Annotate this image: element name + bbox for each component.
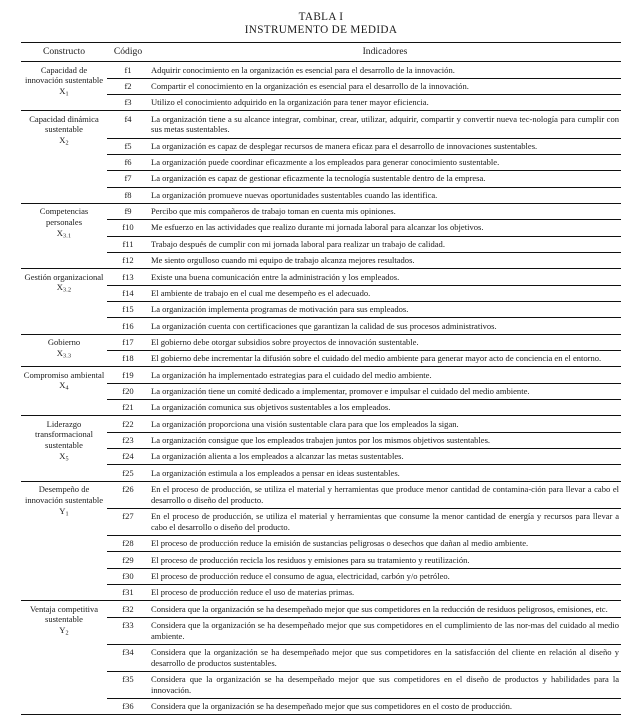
indicator-text: La organización promueve nuevas oportunidades sustentables cuando las identifica. bbox=[149, 187, 621, 203]
indicator-text: El proceso de producción recicla los residuos y emisiones para su tratamiento y reutilización. bbox=[149, 552, 621, 568]
table-row bbox=[21, 351, 621, 367]
indicator-text: La organización es capaz de gestionar eficazmente la tecnología sustentable dentro de la empresa. bbox=[149, 171, 621, 187]
construct-subscript: 3.2 bbox=[62, 287, 72, 294]
indicator-code: f18 bbox=[107, 351, 149, 367]
indicator-code: f21 bbox=[107, 400, 149, 416]
construct-subscript: 2 bbox=[65, 140, 69, 147]
indicator-text: El ambiente de trabajo en el cual me desempeño es el adecuado. bbox=[149, 285, 621, 301]
construct-cell bbox=[21, 111, 107, 203]
construct-cell bbox=[21, 203, 107, 268]
indicator-text: El proceso de producción reduce el uso de materias primas. bbox=[149, 585, 621, 601]
construct-symbol: $X_{3.1}$ bbox=[56, 227, 72, 240]
indicator-text: Considera que la organización se ha desempeñado mejor que sus competidores en el costo de producción. bbox=[149, 699, 621, 715]
indicator-text: Considera que la organización se ha desempeñado mejor que sus competidores en el cumplimiento de las nor-mas del cuidado al medio ambiente. bbox=[149, 617, 621, 644]
construct-cell bbox=[21, 416, 107, 481]
table-row bbox=[21, 508, 621, 535]
table-row bbox=[21, 302, 621, 318]
table-row bbox=[21, 171, 621, 187]
indicator-code: f7 bbox=[107, 171, 149, 187]
construct-name: Capacidad dinámica sustentable bbox=[29, 113, 99, 135]
indicator-code: f24 bbox=[107, 449, 149, 465]
indicator-text: Utilizo el conocimiento adquirido en la organización para tener mayor eficiencia. bbox=[149, 95, 621, 111]
indicator-code: f9 bbox=[107, 203, 149, 219]
indicator-text: Adquirir conocimiento en la organización es esencial para el desarrollo de la innovación. bbox=[149, 62, 621, 78]
indicator-text: La organización implementa programas de motivación para sus empleados. bbox=[149, 302, 621, 318]
indicator-code: f2 bbox=[107, 78, 149, 94]
indicator-text: La organización comunica sus objetivos sustentables a los empleados. bbox=[149, 400, 621, 416]
table-row bbox=[21, 465, 621, 481]
indicator-code: f23 bbox=[107, 432, 149, 448]
construct-subscript: 3.3 bbox=[62, 353, 72, 359]
table-title-block bbox=[0, 0, 642, 37]
indicator-code: f25 bbox=[107, 465, 149, 481]
construct-cell bbox=[21, 481, 107, 601]
table-row bbox=[21, 220, 621, 236]
table-row bbox=[21, 252, 621, 268]
indicator-text: En el proceso de producción, se utiliza el material y herramientas que consume la menor cantidad de energía y recursos para llevar a cabo el desarrollo o diseño del producto. bbox=[149, 508, 621, 535]
construct-subscript: 1 bbox=[65, 510, 69, 517]
indicator-code: f30 bbox=[107, 568, 149, 584]
table-row bbox=[21, 334, 621, 350]
table-row bbox=[21, 601, 621, 617]
indicator-code: f16 bbox=[107, 318, 149, 334]
table-row bbox=[21, 318, 621, 334]
indicator-code: f26 bbox=[107, 481, 149, 508]
indicator-code: f12 bbox=[107, 252, 149, 268]
construct-name: Gobierno bbox=[47, 336, 81, 347]
table-row bbox=[21, 585, 621, 601]
indicator-code: f13 bbox=[107, 269, 149, 285]
table-row bbox=[21, 78, 621, 94]
indicator-text: El gobierno debe otorgar subsidios sobre proyectos de innovación sustentable. bbox=[149, 334, 621, 350]
indicator-text: La organización ha implementado estrategias para el cuidado del medio ambiente. bbox=[149, 367, 621, 383]
construct-subscript: 5 bbox=[65, 456, 69, 463]
indicator-code: f15 bbox=[107, 302, 149, 318]
indicator-text: El proceso de producción reduce la emisión de sustancias peligrosas o desechos que dañan al medio ambiente. bbox=[149, 536, 621, 552]
construct-name: Capacidad de innovación sustentable bbox=[24, 64, 104, 86]
table-row bbox=[21, 644, 621, 671]
indicator-code: f3 bbox=[107, 95, 149, 111]
construct-symbol: $X_{3.3}$ bbox=[56, 347, 72, 359]
indicator-code: f33 bbox=[107, 617, 149, 644]
indicator-code: f11 bbox=[107, 236, 149, 252]
instrument-measure-table bbox=[21, 42, 621, 715]
construct-symbol: $X_2$ bbox=[59, 135, 69, 147]
table-row bbox=[21, 154, 621, 170]
indicator-code: f6 bbox=[107, 154, 149, 170]
table-row bbox=[21, 203, 621, 219]
indicator-code: f17 bbox=[107, 334, 149, 350]
indicator-code: f32 bbox=[107, 601, 149, 617]
construct-name: Compromiso ambiental bbox=[23, 369, 105, 380]
indicator-code: f36 bbox=[107, 699, 149, 715]
construct-subscript: 4 bbox=[65, 385, 69, 392]
indicator-code: f4 bbox=[107, 111, 149, 138]
indicator-text: La organización tiene a su alcance integrar, combinar, crear, utilizar, adquirir, compartir y convertir nueva tec-nología para cumplir con sus metas sustentables. bbox=[149, 111, 621, 138]
indicator-text: La organización es capaz de desplegar recursos de manera eficaz para el desarrollo de innovaciones sustentables. bbox=[149, 138, 621, 154]
indicator-text: En el proceso de producción, se utiliza el material y herramientas que produce menor cantidad de contamina-ción para llevar a cabo el desarrollo o diseño del producto. bbox=[149, 481, 621, 508]
indicator-text: El gobierno debe incrementar la difusión sobre el cuidado del medio ambiente para generar mayor acto de conciencia en el entorno. bbox=[149, 351, 621, 367]
construct-subscript: 1 bbox=[65, 91, 69, 98]
table-row bbox=[21, 138, 621, 154]
construct-name: Gestión organizacional bbox=[24, 271, 104, 282]
table-row bbox=[21, 62, 621, 78]
indicator-text: La organización consigue que los empleados trabajen juntos por los mismos objetivos sustentables. bbox=[149, 432, 621, 448]
indicator-code: f31 bbox=[107, 585, 149, 601]
table-row bbox=[21, 111, 621, 138]
indicator-text: Considera que la organización se ha desempeñado mejor que sus competidores en el diseño de productos y habilidades para la innovación. bbox=[149, 671, 621, 698]
indicator-text: Compartir el conocimiento en la organización es esencial para el desarrollo de la innovación. bbox=[149, 78, 621, 94]
indicator-text: Considera que la organización se ha desempeñado mejor que sus competidores en la reducción de residuos peligrosos, emisiones, etc. bbox=[149, 601, 621, 617]
indicator-code: f1 bbox=[107, 62, 149, 78]
table-row bbox=[21, 187, 621, 203]
column-header-codigo: Código bbox=[107, 43, 149, 62]
construct-subscript: 2 bbox=[65, 630, 69, 637]
construct-symbol: $X_5$ bbox=[59, 450, 69, 463]
indicator-text: Existe una buena comunicación entre la administración y los empleados. bbox=[149, 269, 621, 285]
table-row bbox=[21, 432, 621, 448]
indicator-code: f10 bbox=[107, 220, 149, 236]
construct-symbol: $Y_2$ bbox=[59, 625, 69, 637]
table-row bbox=[21, 400, 621, 416]
column-header-indicadores: Indicadores bbox=[149, 43, 621, 62]
construct-symbol: $Y_1$ bbox=[59, 505, 69, 517]
table-row bbox=[21, 536, 621, 552]
construct-cell bbox=[21, 367, 107, 416]
table-row bbox=[21, 285, 621, 301]
table-row bbox=[21, 383, 621, 399]
construct-cell bbox=[21, 269, 107, 334]
indicator-text: La organización tiene un comité dedicado a implementar, promover e impulsar el cuidado del medio ambiente. bbox=[149, 383, 621, 399]
indicator-text: Trabajo después de cumplir con mi jornada laboral para realizar un trabajo de calidad. bbox=[149, 236, 621, 252]
table-row bbox=[21, 95, 621, 111]
indicator-code: f27 bbox=[107, 508, 149, 535]
indicator-code: f19 bbox=[107, 367, 149, 383]
indicator-text: La organización estimula a los empleados a pensar en ideas sustentables. bbox=[149, 465, 621, 481]
header-row bbox=[21, 43, 621, 62]
indicator-text: La organización puede coordinar eficazmente a los empleados para generar conocimiento sustentable. bbox=[149, 154, 621, 170]
indicator-code: f5 bbox=[107, 138, 149, 154]
table-row bbox=[21, 416, 621, 432]
table-body bbox=[21, 62, 621, 715]
indicator-text: La organización proporciona una visión sustentable clara para que los empleados la sigan. bbox=[149, 416, 621, 432]
construct-cell bbox=[21, 62, 107, 111]
table-header bbox=[21, 43, 621, 62]
construct-cell bbox=[21, 334, 107, 367]
table-row bbox=[21, 699, 621, 715]
indicator-code: f34 bbox=[107, 644, 149, 671]
indicator-text: La organización cuenta con certificaciones que garantizan la calidad de sus procesos administrativos. bbox=[149, 318, 621, 334]
indicator-text: Percibo que mis compañeros de trabajo toman en cuenta mis opiniones. bbox=[149, 203, 621, 219]
indicator-code: f22 bbox=[107, 416, 149, 432]
table-row bbox=[21, 236, 621, 252]
construct-symbol: $X_1$ bbox=[59, 86, 69, 98]
construct-subscript: 3.1 bbox=[62, 233, 72, 240]
construct-name: Ventaja competitiva sustentable bbox=[29, 603, 99, 625]
indicator-text: El proceso de producción reduce el consumo de agua, electricidad, carbón y/o petróleo. bbox=[149, 568, 621, 584]
indicator-text: Me siento orgulloso cuando mi equipo de trabajo alcanza mejores resultados. bbox=[149, 252, 621, 268]
table-number-title: TABLA I bbox=[298, 11, 344, 23]
table-row bbox=[21, 617, 621, 644]
table-row bbox=[21, 568, 621, 584]
construct-name: Competencias personales bbox=[39, 206, 89, 227]
table-caption: INSTRUMENTO DE MEDIDA bbox=[244, 24, 398, 37]
construct-symbol: $X_4$ bbox=[59, 380, 69, 392]
indicator-text: Me esfuerzo en las actividades que realizo durante mi jornada laboral para alcanzar los objetivos. bbox=[149, 220, 621, 236]
construct-name: Liderazgo transformacional sustentable bbox=[35, 418, 93, 451]
indicator-text: Considera que la organización se ha desempeñado mejor que sus competidores en la satisfacción del cliente en relación al diseño y desarrollo de productos sustentables. bbox=[149, 644, 621, 671]
table-row bbox=[21, 481, 621, 508]
table-row bbox=[21, 449, 621, 465]
indicator-code: f35 bbox=[107, 671, 149, 698]
indicator-code: f20 bbox=[107, 383, 149, 399]
indicator-code: f28 bbox=[107, 536, 149, 552]
indicator-code: f29 bbox=[107, 552, 149, 568]
construct-cell bbox=[21, 601, 107, 715]
table-row bbox=[21, 269, 621, 285]
indicator-code: f14 bbox=[107, 285, 149, 301]
column-header-constructo: Constructo bbox=[21, 43, 107, 62]
construct-symbol: $X_{3.2}$ bbox=[56, 282, 72, 294]
indicator-code: f8 bbox=[107, 187, 149, 203]
indicator-text: La organización alienta a los empleados a alcanzar las metas sustentables. bbox=[149, 449, 621, 465]
table-row bbox=[21, 367, 621, 383]
table-row bbox=[21, 552, 621, 568]
construct-name: Desempeño de innovación sustentable bbox=[24, 483, 104, 505]
